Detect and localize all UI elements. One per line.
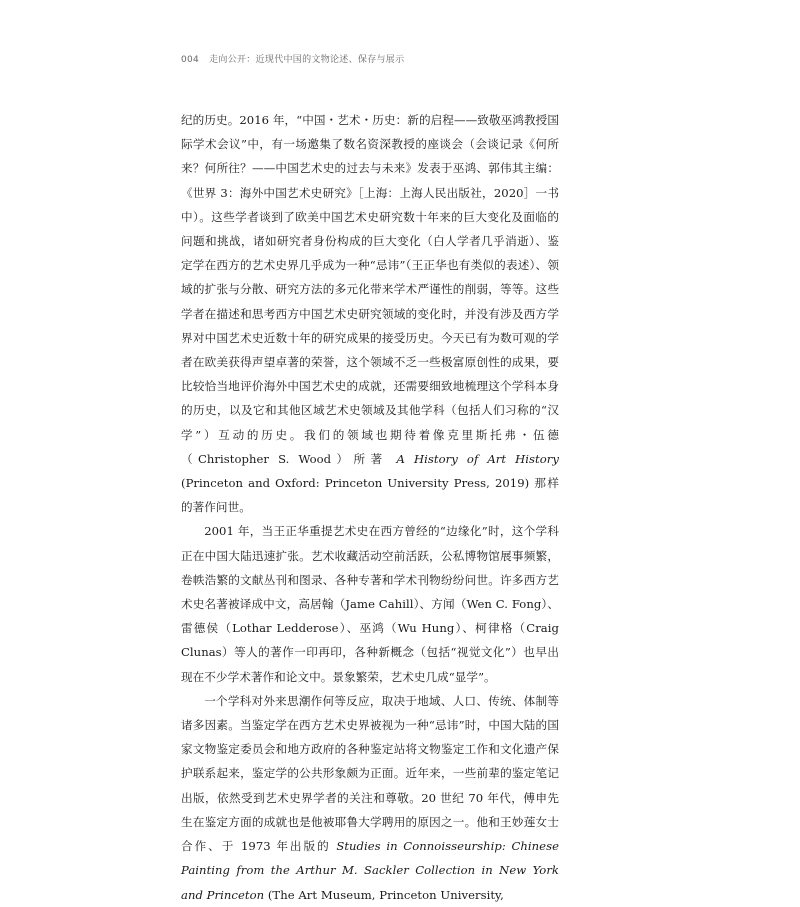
book-title-italic: A History of Art History bbox=[396, 451, 559, 466]
body-text bbox=[181, 108, 559, 907]
running-header bbox=[181, 52, 404, 65]
paragraph-text: (Princeton and Oxford: Princeton University Press, 2019) 那样的著作问世。 bbox=[181, 476, 559, 515]
paragraph-text: 纪的历史。2016 年，“中国・艺术・历史：新的启程——致敬巫鸿教授国际学术会议”中，有一场邀集了数名资深教授的座谈会（会谈记录《何所来？何所往？——中国艺术史的过去与未来》发表于巫鸿、郭伟其主编：《世界 3：海外中国艺术史研究》［上海：上海人民出版社，2020］一书中）。这些学者谈到了欧美中国艺术史研究数十年来的巨大变化及面临的问题和挑战，诸如研究者身份构成的巨大变化（白人学者几乎消逝）、鉴定学在西方的艺术史界几乎成为一种“忌讳”（王正华也有类似的表述）、领域的扩张与分散、研究方法的多元化带来学术严谨性的削弱，等等。这些学者在描述和思考西方中国艺术史研究领域的变化时，并没有涉及西方学界对中国艺术史近数十年的研究成果的接受历史。今天已有为数可观的学者在欧美获得声望卓著的荣誉，这个领域不乏一些极富原创性的成果，要比较恰当地评价海外中国艺术史的成就，还需要细致地梳理这个学科本身的历史，以及它和其他区域艺术史领域及其他学科（包括人们习称的“汉学”）互动的历史。我们的领域也期待着像克里斯托弗・伍德（Christopher S. Wood）所著 bbox=[181, 113, 559, 466]
paragraph-text: (The Art Museum, Princeton University, bbox=[264, 887, 504, 902]
running-title: 走向公开：近现代中国的文物论述、保存与展示 bbox=[209, 55, 405, 65]
book-title-italic: Studies in Connoisseurship: Chinese Painting from the Arthur M. Sackler Collection in New York and Princeton bbox=[181, 839, 559, 902]
page-number: 004 bbox=[181, 55, 200, 65]
paragraph-text: 2001 年，当王正华重提艺术史在西方曾经的“边缘化”时，这个学科正在中国大陆迅速扩张。艺术收藏活动空前活跃，公私博物馆展事频繁，卷帙浩繁的文献丛刊和图录、各种专著和学术刊物纷纷问世。许多西方艺术史名著被译成中文，高居翰（Jame Cahill）、方闻（Wen C. Fong）、雷德侯（Lothar Ledderose）、巫鸿（Wu Hung）、柯律格（Craig Clunas）等人的著作一印再印，各种新概念（包括“视觉文化”）也早出现在不少学术著作和论文中。景象繁荣，艺术史几成“显学”。 bbox=[181, 524, 559, 684]
paragraph-text: 一个学科对外来思潮作何等反应，取决于地域、人口、传统、体制等诸多因素。当鉴定学在西方艺术史界被视为一种“忌讳”时，中国大陆的国家文物鉴定委员会和地方政府的各种鉴定站将文物鉴定工作和文化遗产保护联系起来，鉴定学的公共形象颇为正面。近年来，一些前辈的鉴定笔记出版，依然受到艺术史界学者的关注和尊敬。20 世纪 70 年代，傅申先生在鉴定方面的成就也是他被耶鲁大学聘用的原因之一。他和王妙莲女士合作、于 1973 年出版的 bbox=[181, 693, 559, 854]
paragraph-1 bbox=[181, 108, 559, 519]
paragraph-3 bbox=[181, 689, 559, 907]
paragraph-2 bbox=[181, 519, 559, 688]
